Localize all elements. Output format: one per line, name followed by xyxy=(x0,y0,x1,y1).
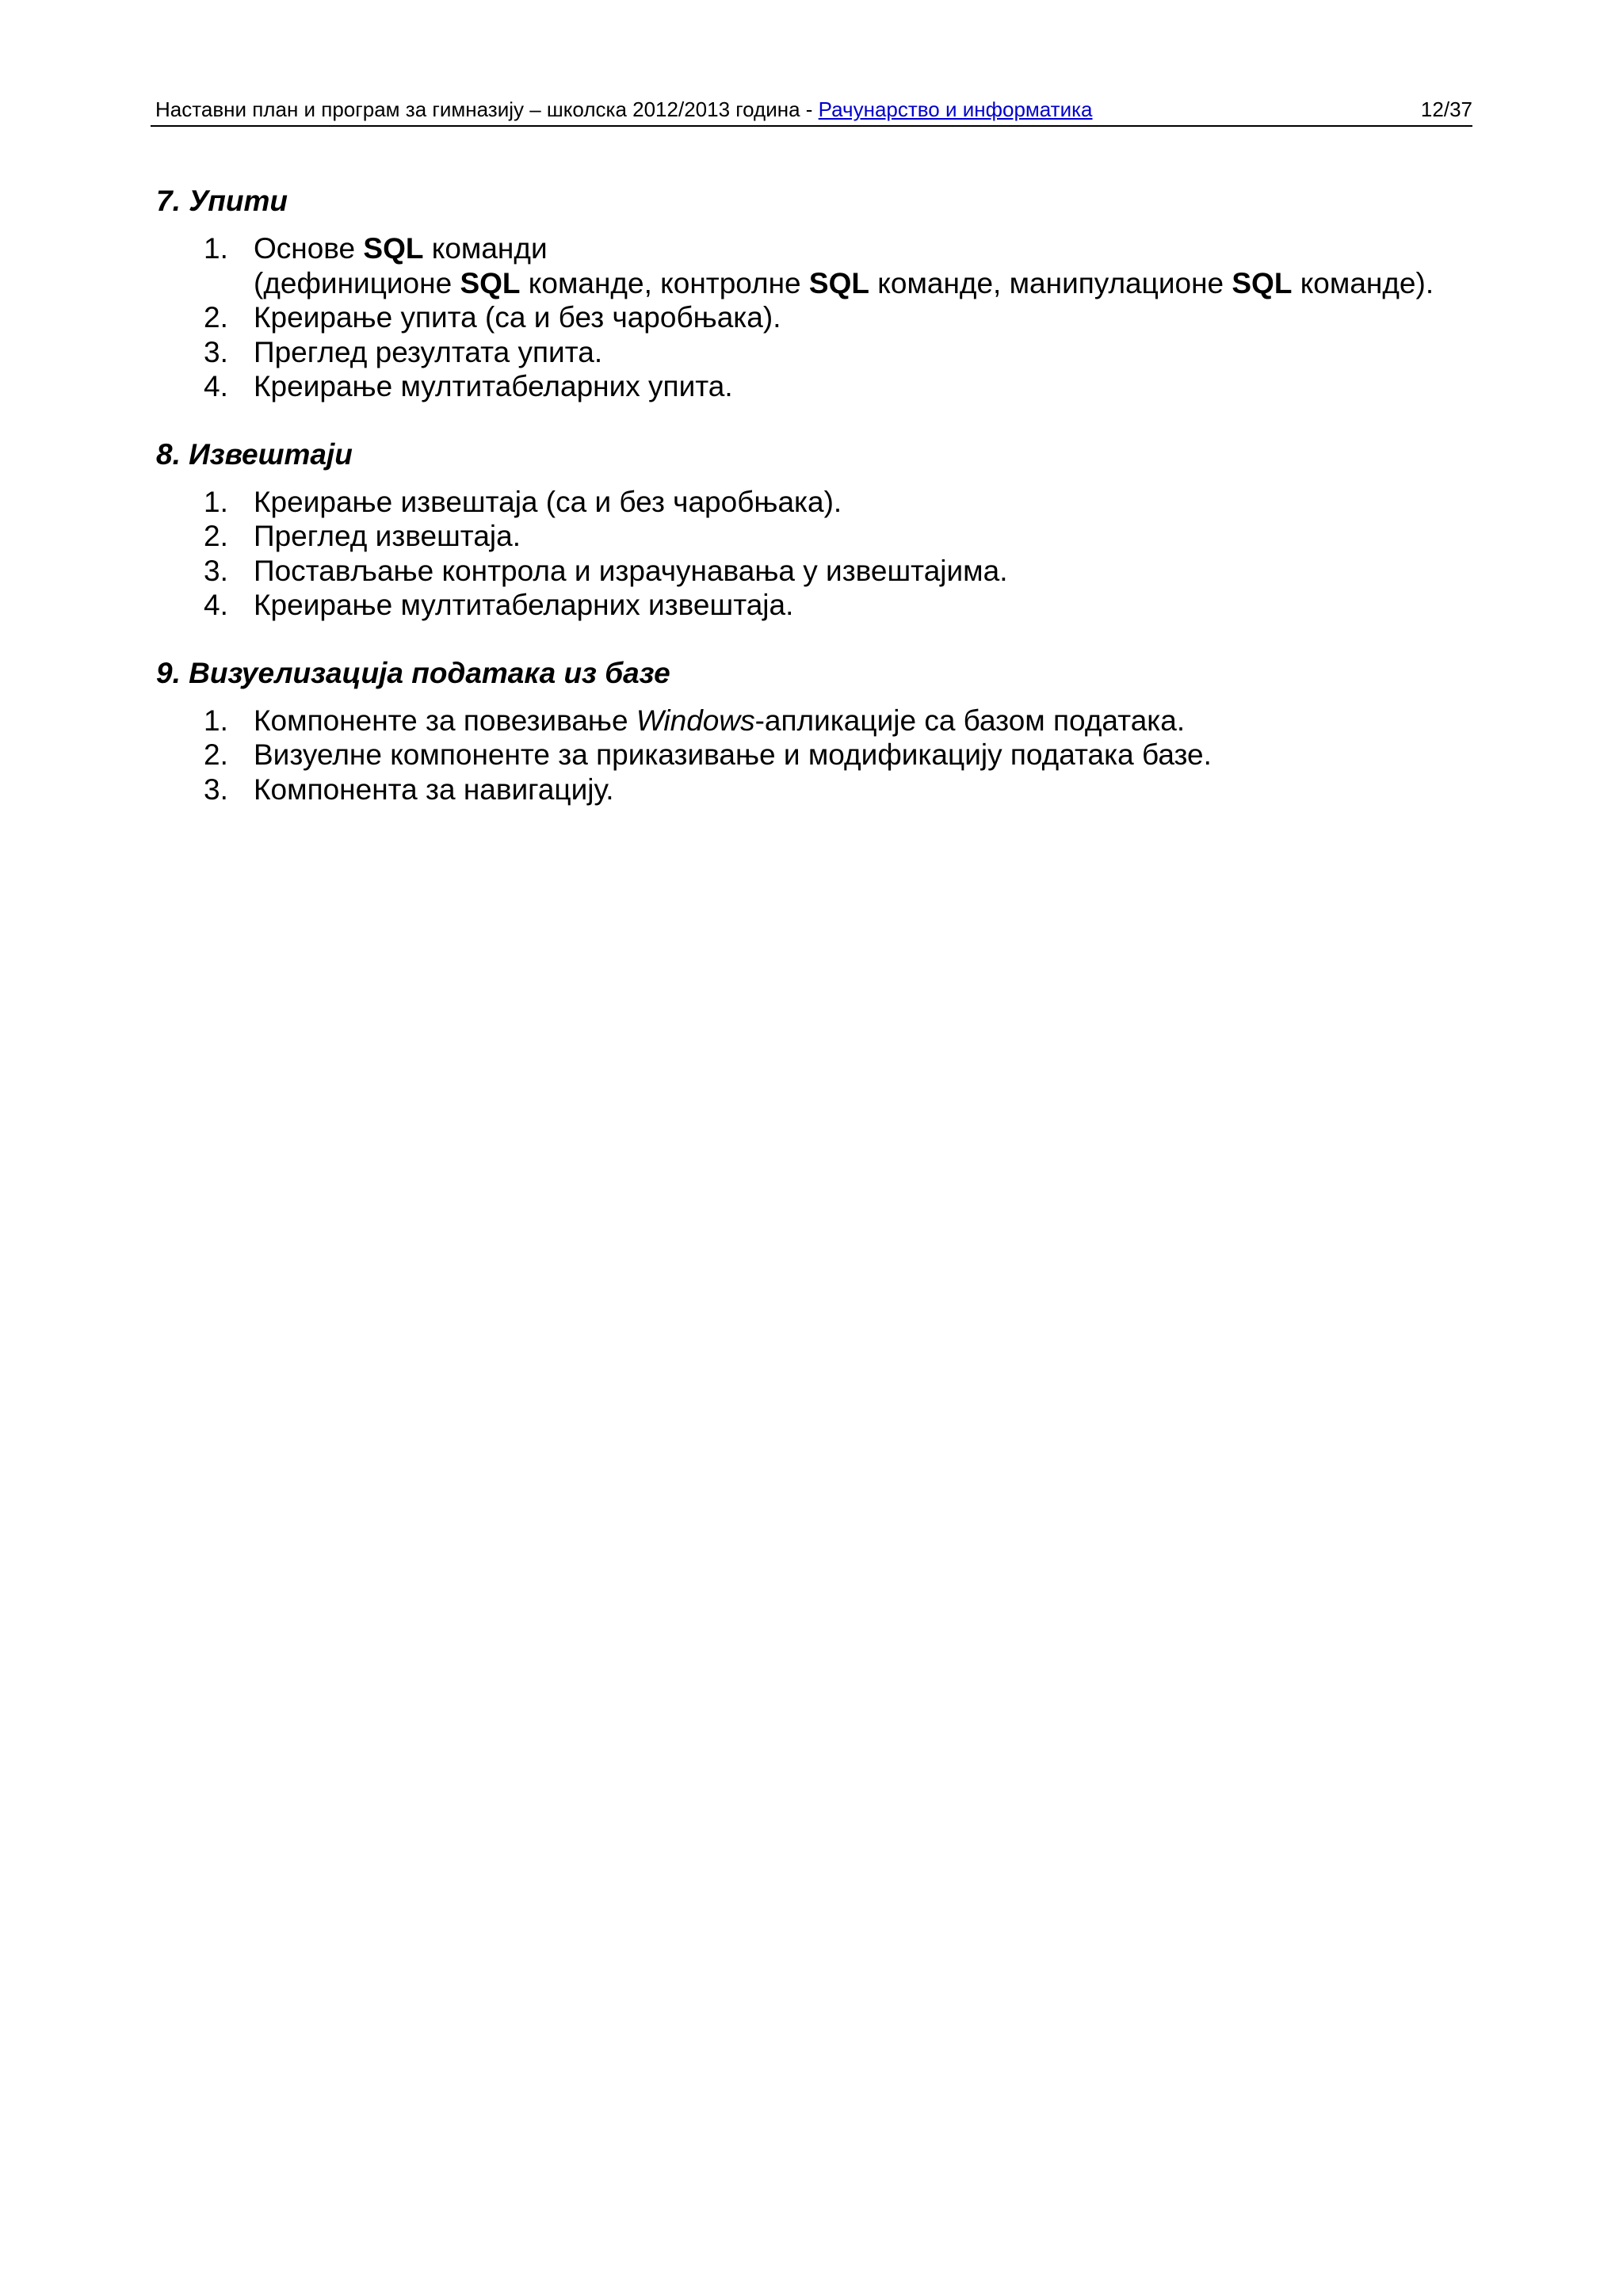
item-text: Постављање контрола и израчунавања у извештајима. xyxy=(254,554,1008,587)
item-text: Компонента за навигацију. xyxy=(254,772,614,806)
item-number: 2. xyxy=(204,520,228,552)
item-text: Основе SQL команди xyxy=(254,232,548,265)
list-item xyxy=(156,485,1472,520)
item-text: Креирање извештаја (са и без чаробњака). xyxy=(254,485,842,518)
item-list xyxy=(156,704,1472,807)
item-text: Креирање упита (са и без чаробњака). xyxy=(254,301,781,334)
sql-keyword: SQL xyxy=(1232,266,1293,299)
section-queries xyxy=(156,182,1472,404)
item-list xyxy=(156,485,1472,623)
header-link[interactable]: Рачунарство и информатика xyxy=(818,97,1093,121)
windows-term: Windows xyxy=(636,704,755,737)
page-number: 12/37 xyxy=(1420,97,1472,121)
list-item xyxy=(156,369,1472,404)
item-text: Креирање мултитабеларних извештаја. xyxy=(254,589,794,621)
list-item xyxy=(156,588,1472,623)
item-number: 1. xyxy=(204,704,228,737)
item-text: Креирање мултитабеларних упита. xyxy=(254,370,733,402)
header-title xyxy=(155,93,1093,125)
item-text: Преглед извештаја. xyxy=(254,520,521,552)
item-number: 1. xyxy=(204,485,228,518)
list-item xyxy=(156,704,1472,738)
section-title: 9. Визуелизација података из базе xyxy=(156,656,670,689)
page-header xyxy=(151,93,1472,127)
document-body xyxy=(156,182,1472,838)
item-number: 1. xyxy=(204,232,228,265)
section-title: 7. Упити xyxy=(156,185,288,217)
section-reports xyxy=(156,436,1472,623)
item-list xyxy=(156,231,1472,404)
list-item xyxy=(156,335,1472,370)
item-text: Визуелне компоненте за приказивање и модификацију података базе. xyxy=(254,738,1212,771)
list-item xyxy=(156,519,1472,554)
section-visualization xyxy=(156,654,1472,807)
section-title: 8. Извештаји xyxy=(156,437,353,471)
sql-keyword: SQL xyxy=(363,232,424,265)
header-title-text: Наставни план и програм за гимназију – школска 2012/2013 година - xyxy=(155,97,819,121)
item-number: 2. xyxy=(204,301,228,334)
item-number: 2. xyxy=(204,738,228,771)
item-number: 4. xyxy=(204,370,228,402)
list-item xyxy=(156,554,1472,589)
item-text: Преглед резултата упита. xyxy=(254,335,603,368)
item-number: 4. xyxy=(204,589,228,621)
item-text: Компоненте за повезивање Windows-апликације са базом података. xyxy=(254,704,1186,737)
sql-keyword: SQL xyxy=(460,266,521,299)
list-item xyxy=(156,772,1472,807)
item-text-continued: (дефиниционе SQL команде, контролне SQL команде, манипулационе SQL команде). xyxy=(254,266,1434,299)
item-number: 3. xyxy=(204,772,228,806)
sql-keyword: SQL xyxy=(808,266,869,299)
item-number: 3. xyxy=(204,335,228,368)
list-item xyxy=(156,231,1472,300)
list-item xyxy=(156,300,1472,335)
list-item xyxy=(156,738,1472,772)
item-number: 3. xyxy=(204,554,228,587)
